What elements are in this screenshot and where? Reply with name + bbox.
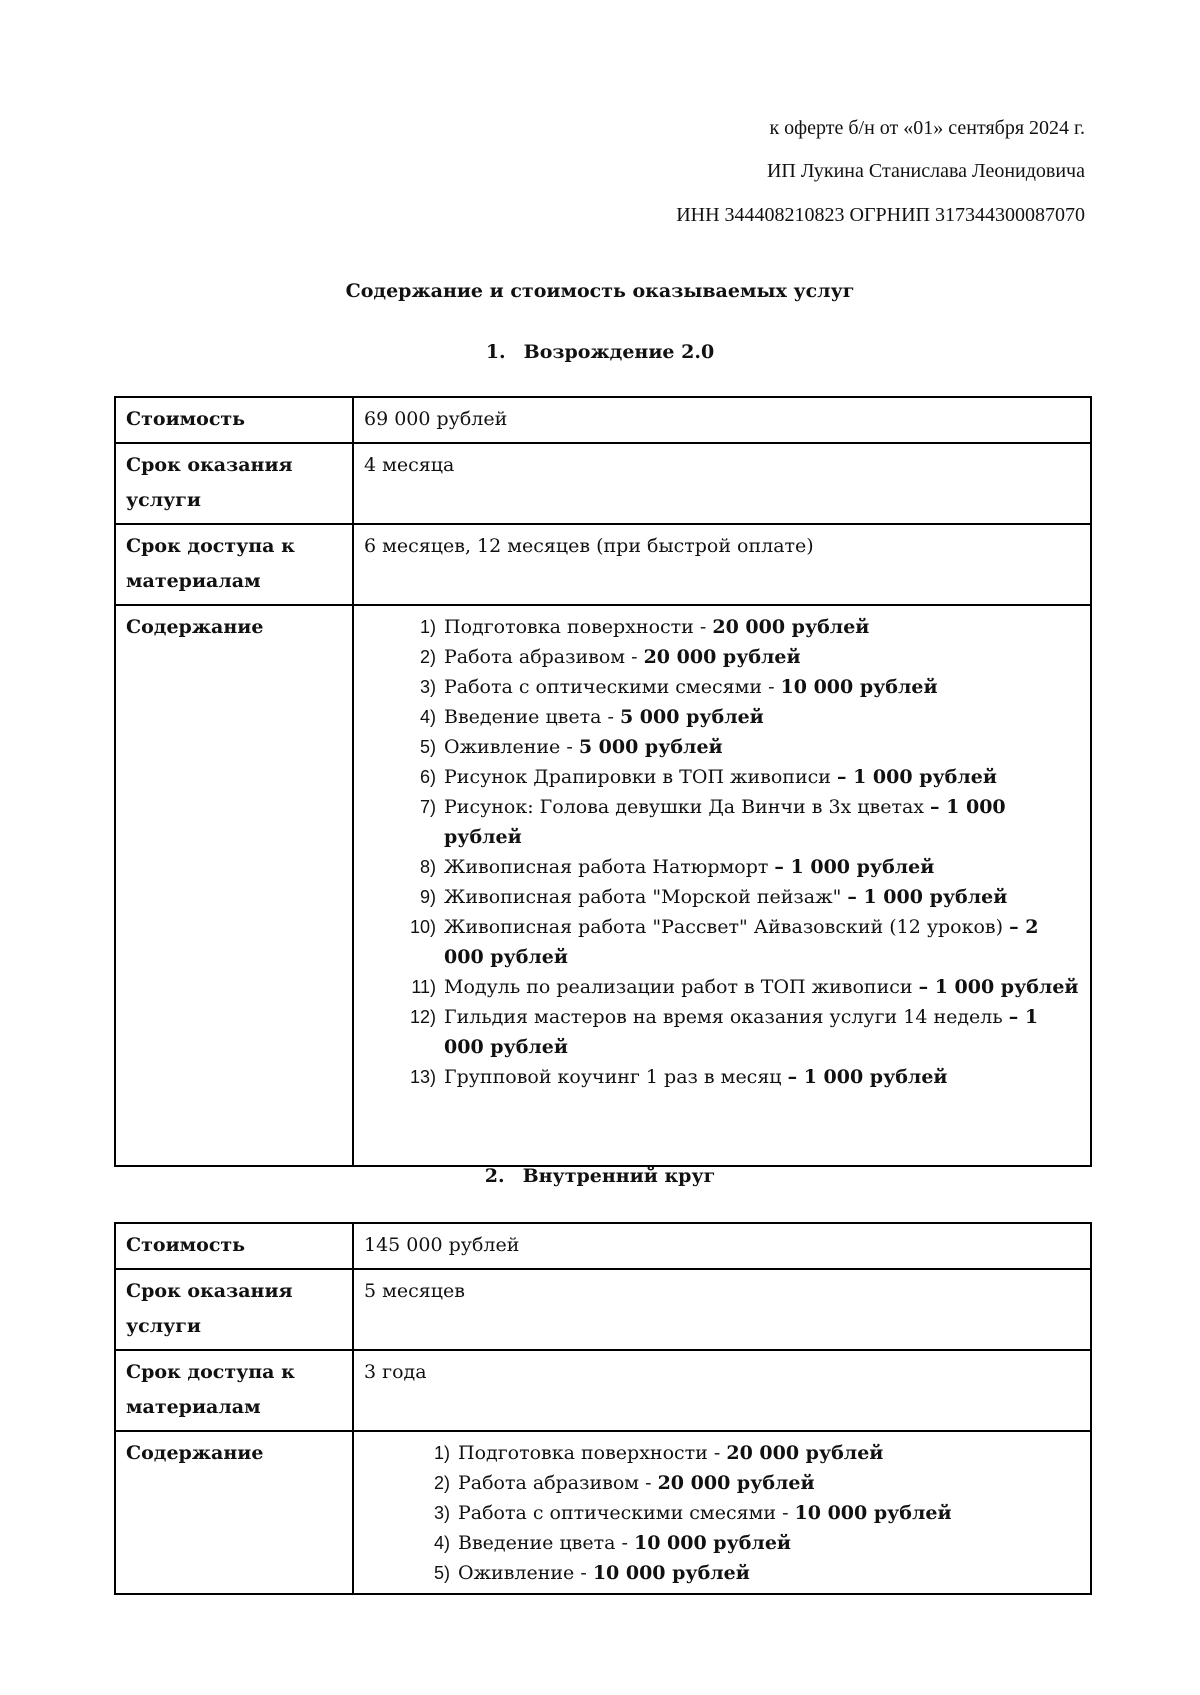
item-number: 2) bbox=[433, 1473, 450, 1493]
content-label: Содержание bbox=[115, 605, 353, 1166]
item-number: 1) bbox=[419, 617, 436, 637]
item-text: Гильдия мастеров на время оказания услуги 14 недель bbox=[444, 1006, 1009, 1028]
list-item bbox=[364, 1498, 1080, 1528]
section-number: 1. bbox=[485, 341, 506, 363]
item-text: Рисунок: Голова девушки Да Винчи в 3х цветах bbox=[444, 796, 931, 818]
table-row bbox=[115, 605, 1091, 1166]
list-item bbox=[364, 912, 1080, 972]
item-number: 1) bbox=[433, 1443, 450, 1463]
item-text: Модуль по реализации работ в ТОП живописи bbox=[444, 976, 919, 998]
term-value: 4 месяца bbox=[353, 443, 1091, 524]
table-row bbox=[115, 1350, 1091, 1431]
offer-reference: к оферте б/н от «01» сентября 2024 г. bbox=[769, 117, 1085, 139]
item-price: 5 000 рублей bbox=[619, 706, 764, 728]
term-label: Срок оказания услуги bbox=[115, 443, 353, 524]
item-price: 10 000 рублей bbox=[794, 1502, 952, 1524]
item-price: 10 000 рублей bbox=[780, 676, 938, 698]
item-number: 4) bbox=[419, 707, 436, 727]
item-text: Живописная работа "Морской пейзаж" bbox=[444, 886, 848, 908]
item-number: 11) bbox=[411, 977, 436, 997]
section-number: 2. bbox=[484, 1165, 505, 1187]
item-text: Работа абразивом - bbox=[444, 646, 644, 668]
list-item bbox=[364, 1528, 1080, 1558]
item-price: – 2 000 рублей bbox=[444, 916, 1039, 968]
document-title: Содержание и стоимость оказываемых услуг bbox=[345, 280, 855, 302]
access-value: 6 месяцев, 12 месяцев (при быстрой оплате) bbox=[353, 524, 1091, 605]
term-value: 5 месяцев bbox=[353, 1269, 1091, 1350]
item-text: Подготовка поверхности - bbox=[444, 616, 713, 638]
item-price: – 1 000 рублей bbox=[787, 1066, 948, 1088]
section-heading bbox=[0, 1165, 1200, 1187]
section-name: Внутренний круг bbox=[522, 1165, 716, 1187]
item-price: – 1 000 рублей bbox=[444, 1006, 1039, 1058]
item-price: – 1 000 рублей bbox=[774, 856, 935, 878]
item-number: 12) bbox=[409, 1007, 436, 1027]
list-item bbox=[364, 702, 1080, 732]
section-name: Возрождение 2.0 bbox=[523, 341, 715, 363]
table-row bbox=[115, 1223, 1091, 1269]
content-list bbox=[364, 1438, 1080, 1588]
item-price: 20 000 рублей bbox=[726, 1442, 884, 1464]
list-item bbox=[364, 792, 1080, 852]
term-label: Срок оказания услуги bbox=[115, 1269, 353, 1350]
item-number: 8) bbox=[419, 857, 436, 877]
item-price: 5 000 рублей bbox=[578, 736, 723, 758]
item-number: 9) bbox=[419, 887, 436, 907]
table-row bbox=[115, 397, 1091, 443]
list-item bbox=[364, 1468, 1080, 1498]
list-item bbox=[364, 852, 1080, 882]
price-value: 69 000 рублей bbox=[353, 397, 1091, 443]
item-text: Оживление - bbox=[458, 1562, 593, 1584]
item-number: 7) bbox=[419, 797, 436, 817]
item-number: 6) bbox=[419, 767, 436, 787]
list-item bbox=[364, 1558, 1080, 1588]
item-price: 20 000 рублей bbox=[712, 616, 870, 638]
item-text: Работа абразивом - bbox=[458, 1472, 658, 1494]
table-row bbox=[115, 524, 1091, 605]
list-item bbox=[364, 1062, 1080, 1092]
list-item bbox=[364, 642, 1080, 672]
item-price: – 1 000 рублей bbox=[836, 766, 997, 788]
content-label: Содержание bbox=[115, 1431, 353, 1594]
item-number: 10) bbox=[409, 917, 436, 937]
price-value: 145 000 рублей bbox=[353, 1223, 1091, 1269]
item-price: – 1 000 рублей bbox=[444, 796, 1006, 848]
list-item bbox=[364, 1438, 1080, 1468]
item-text: Введение цвета - bbox=[458, 1532, 634, 1554]
item-number: 5) bbox=[433, 1563, 450, 1583]
price-label: Стоимость bbox=[115, 397, 353, 443]
table-row bbox=[115, 1269, 1091, 1350]
item-text: Рисунок Драпировки в ТОП живописи bbox=[444, 766, 837, 788]
item-price: – 1 000 рублей bbox=[847, 886, 1008, 908]
access-value: 3 года bbox=[353, 1350, 1091, 1431]
service-table bbox=[114, 396, 1092, 1167]
item-text: Работа с оптическими смесями - bbox=[444, 676, 781, 698]
content-list bbox=[364, 612, 1080, 1092]
access-label: Срок доступа к материалам bbox=[115, 1350, 353, 1431]
service-table bbox=[114, 1222, 1092, 1595]
price-label: Стоимость bbox=[115, 1223, 353, 1269]
item-text: Работа с оптическими смесями - bbox=[458, 1502, 795, 1524]
item-text: Групповой коучинг 1 раз в месяц bbox=[444, 1066, 788, 1088]
tax-ids: ИНН 344408210823 ОГРНИП 317344300087070 bbox=[676, 204, 1085, 226]
entrepreneur-name: ИП Лукина Станислава Леонидовича bbox=[766, 160, 1085, 182]
item-price: 10 000 рублей bbox=[633, 1532, 791, 1554]
content-cell bbox=[353, 1431, 1091, 1594]
item-price: – 1 000 рублей bbox=[918, 976, 1079, 998]
item-number: 2) bbox=[419, 647, 436, 667]
content-cell bbox=[353, 605, 1091, 1166]
list-item bbox=[364, 972, 1080, 1002]
item-number: 4) bbox=[433, 1533, 450, 1553]
list-item bbox=[364, 612, 1080, 642]
list-item bbox=[364, 762, 1080, 792]
list-item bbox=[364, 732, 1080, 762]
list-item bbox=[364, 882, 1080, 912]
table-row bbox=[115, 1431, 1091, 1594]
list-item bbox=[364, 1002, 1080, 1062]
item-text: Живописная работа Натюрморт bbox=[444, 856, 775, 878]
list-item bbox=[364, 672, 1080, 702]
item-text: Введение цвета - bbox=[444, 706, 620, 728]
table-row bbox=[115, 443, 1091, 524]
item-text: Подготовка поверхности - bbox=[458, 1442, 727, 1464]
section-heading bbox=[0, 341, 1200, 363]
item-number: 13) bbox=[409, 1067, 436, 1087]
item-text: Оживление - bbox=[444, 736, 579, 758]
item-price: 20 000 рублей bbox=[657, 1472, 815, 1494]
item-number: 3) bbox=[433, 1503, 450, 1523]
item-number: 5) bbox=[419, 737, 436, 757]
access-label: Срок доступа к материалам bbox=[115, 524, 353, 605]
item-text: Живописная работа "Рассвет" Айвазовский (12 уроков) bbox=[444, 916, 1010, 938]
item-number: 3) bbox=[419, 677, 436, 697]
item-price: 20 000 рублей bbox=[643, 646, 801, 668]
item-price: 10 000 рублей bbox=[592, 1562, 750, 1584]
